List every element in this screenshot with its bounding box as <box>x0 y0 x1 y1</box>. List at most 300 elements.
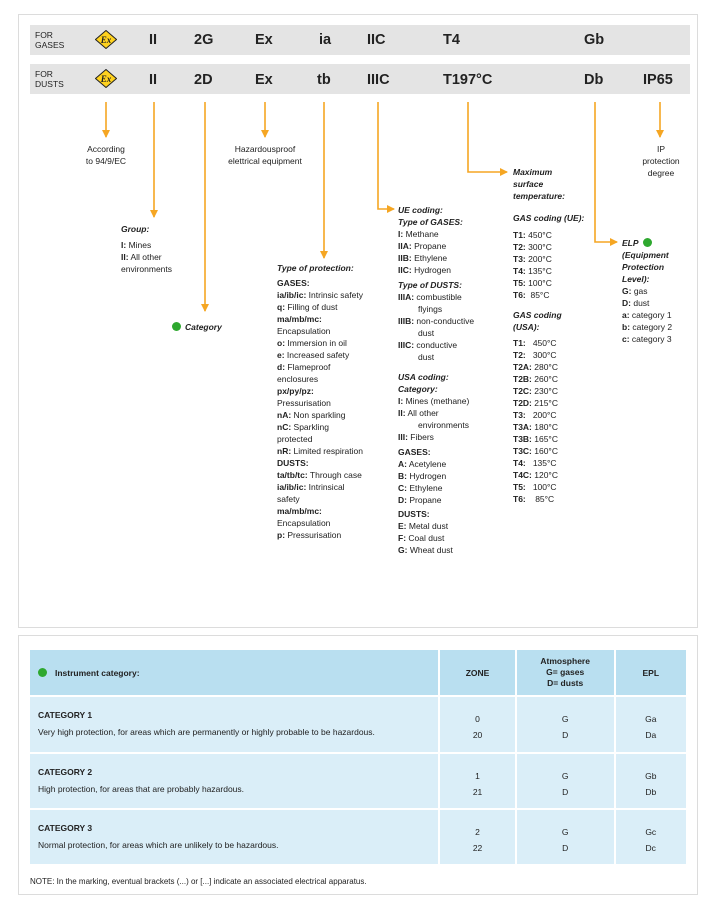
equipment-line1: Hazardousproof <box>234 144 296 154</box>
list-item <box>277 397 363 409</box>
zone-value: 0 <box>475 714 480 724</box>
list-item <box>398 315 474 327</box>
list-item <box>398 252 474 264</box>
list-item-value: Immersion in oil <box>285 338 347 348</box>
list-item-value: protected <box>277 434 313 444</box>
dusts-label-line2: DUSTS <box>35 79 64 89</box>
gases-epl-code: Gb <box>584 32 605 48</box>
group-annotation <box>121 223 172 275</box>
ip-line2: protection <box>642 156 680 166</box>
list-item-value: Propane <box>406 495 442 505</box>
list-item-value: 165°C <box>531 434 558 444</box>
list-item <box>513 445 584 457</box>
list-item <box>277 469 363 481</box>
list-item-value: Hydrogen <box>411 265 451 275</box>
list-item-key: G: <box>622 286 632 296</box>
epl-cell <box>615 809 687 865</box>
list-item-key: T1: <box>513 230 526 240</box>
list-item-key: d: <box>277 362 286 372</box>
atmosphere-cell <box>516 809 615 865</box>
list-item <box>277 385 363 397</box>
list-item <box>622 285 672 297</box>
list-item-value: 450°C <box>525 230 552 240</box>
gases-label-line1: FOR <box>35 30 53 40</box>
list-item <box>513 289 584 301</box>
list-item-key: b: <box>622 322 631 332</box>
list-item-value: Increased safety <box>284 350 350 360</box>
list-item <box>277 529 363 541</box>
list-item-key: T3: <box>513 254 526 264</box>
list-item-key: T4: <box>513 458 526 468</box>
header-atmosphere-line1: Atmosphere <box>540 656 590 666</box>
list-item-key: III: <box>398 432 408 442</box>
list-item-value: non-conductive <box>414 316 475 326</box>
gases-gas-group-code: IIC <box>367 32 386 48</box>
table-row <box>30 809 686 865</box>
list-item-value: Non sparkling <box>291 410 346 420</box>
list-item-key: T2B: <box>513 374 532 384</box>
list-item <box>277 301 363 313</box>
list-item-key: T6: <box>513 494 526 504</box>
list-item-key: II: <box>121 252 129 262</box>
list-item-value: flyings <box>418 304 443 314</box>
zone-value: 20 <box>472 730 483 740</box>
list-item-key: T5: <box>513 278 526 288</box>
list-item <box>398 264 474 276</box>
list-item-key: T2: <box>513 350 526 360</box>
ue-gases-list <box>398 228 474 276</box>
atmosphere-value: D <box>562 843 569 853</box>
list-item-key: D: <box>622 298 631 308</box>
gas-coding-ue-title: GAS coding (UE): <box>513 213 585 223</box>
list-item <box>622 297 672 309</box>
category-annotation <box>172 321 222 333</box>
list-item-value: Mines (methane) <box>403 396 470 406</box>
elp-title: ELP <box>622 238 639 248</box>
dusts-protection-code: tb <box>317 72 331 88</box>
gases-category-code: 2G <box>194 32 214 48</box>
arrow-right-icon <box>378 102 394 209</box>
list-item-value: Intrinsical <box>306 482 345 492</box>
usa-category-title: Category: <box>398 384 438 394</box>
epl-value: Dc <box>645 843 656 853</box>
list-item-value: Metal dust <box>406 521 449 531</box>
list-item-value: Intrinsic safety <box>306 290 363 300</box>
list-item-key: ma/mb/mc: <box>277 314 322 324</box>
list-item-key: nA: <box>277 410 292 420</box>
elp-subtitle-line3: Level): <box>622 274 650 284</box>
list-item-value: Ethylene <box>411 253 448 263</box>
list-item-value: combustible <box>414 292 462 302</box>
category-desc: Normal protection, for areas which are unlikely to be hazardous. <box>38 840 279 850</box>
category-title: CATEGORY 2 <box>38 767 93 777</box>
list-item-key: ia/ib/ic: <box>277 482 307 492</box>
list-item-value: 120°C <box>531 470 558 480</box>
list-item <box>513 481 584 493</box>
list-item-key: T2: <box>513 242 526 252</box>
list-item <box>398 431 474 443</box>
list-item <box>513 397 584 409</box>
green-dot-icon <box>38 668 47 677</box>
list-item-value: dust <box>630 298 650 308</box>
green-dot-icon <box>172 322 181 331</box>
list-item-key: e: <box>277 350 285 360</box>
category-cell <box>30 696 439 753</box>
max-temp-line3: temperature: <box>513 191 565 201</box>
zone-value: 2 <box>475 827 480 837</box>
list-item <box>398 494 474 506</box>
list-item-value: category 1 <box>629 310 672 320</box>
list-item-value: 450°C <box>525 338 557 348</box>
list-item-key: T2A: <box>513 362 532 372</box>
gas-coding-ue-list <box>513 229 584 301</box>
list-item-key: G: <box>398 545 408 555</box>
list-item-key: IIIC: <box>398 340 415 350</box>
list-item-value: Sparkling <box>291 422 329 432</box>
header-atmosphere-line2: G= gases <box>546 667 585 677</box>
atmosphere-value: G <box>561 827 569 837</box>
dusts-dust-group-code: IIIC <box>367 72 390 88</box>
list-item-value: 135°C <box>525 266 552 276</box>
gas-coding-annotation <box>513 212 584 505</box>
atmosphere-cell <box>516 696 615 753</box>
list-item <box>398 520 474 532</box>
gases-group-code: II <box>149 32 158 48</box>
list-item <box>513 421 584 433</box>
epl-value: Ga <box>645 714 657 724</box>
category-label: Category <box>185 322 222 332</box>
list-item-value: Mines <box>126 240 152 250</box>
zone-cell <box>439 696 516 753</box>
ex-symbol-text: Ex <box>100 35 112 45</box>
list-item-key: T3: <box>513 410 526 420</box>
list-item <box>277 337 363 349</box>
list-item-value: dust <box>418 352 435 362</box>
usa-gases-title: GASES: <box>398 447 431 457</box>
list-item <box>277 289 363 301</box>
list-item <box>513 265 584 277</box>
list-item <box>277 493 363 505</box>
list-item-key: B: <box>398 471 407 481</box>
directive-annotation <box>81 143 131 167</box>
list-item-key: IIA: <box>398 241 412 251</box>
list-item-key: ma/mb/mc: <box>277 506 322 516</box>
elp-annotation <box>622 237 672 345</box>
list-item-value: Through case <box>307 470 362 480</box>
list-item <box>513 349 584 361</box>
footnote: NOTE: In the marking, eventual brackets (...) or [...] indicate an associated electrical apparatus. <box>30 877 367 886</box>
epl-value: Gc <box>645 827 657 837</box>
list-item <box>398 532 474 544</box>
dusts-ex-code: Ex <box>255 72 273 88</box>
category-desc: High protection, for areas that are probably hazardous. <box>38 784 245 794</box>
dusts-group-code: II <box>149 72 158 88</box>
list-item-value: Encapsulation <box>277 326 331 336</box>
list-item <box>398 458 474 470</box>
list-item-key: p: <box>277 530 286 540</box>
usa-gases-list <box>398 458 474 506</box>
arrow-right-icon <box>468 102 507 172</box>
table-header-row <box>30 650 686 696</box>
epl-value: Db <box>645 787 657 797</box>
gases-protection-code: ia <box>319 32 332 48</box>
list-item <box>513 409 584 421</box>
list-item <box>398 351 474 363</box>
protection-dusts-list <box>277 469 363 541</box>
list-item <box>513 433 584 445</box>
list-item-value: environments <box>121 264 173 274</box>
list-item <box>277 445 363 457</box>
atmosphere-value: G <box>561 714 569 724</box>
list-item-value: category 2 <box>630 322 673 332</box>
list-item-value: 100°C <box>525 482 557 492</box>
usa-coding-title: USA coding: <box>398 372 449 382</box>
list-item-key: T4C: <box>513 470 532 480</box>
ip-annotation <box>636 143 686 179</box>
list-item-value: gas <box>631 286 648 296</box>
list-item <box>277 325 363 337</box>
list-item-value: safety <box>277 494 300 504</box>
list-item <box>622 321 672 333</box>
table-row <box>30 696 686 753</box>
header-atmosphere-line3: D= dusts <box>547 678 584 688</box>
list-item <box>513 253 584 265</box>
list-item <box>277 481 363 493</box>
list-item-value: enclosures <box>277 374 319 384</box>
usa-dusts-list <box>398 520 474 556</box>
header-zone: ZONE <box>439 650 516 696</box>
list-item-key: IIIB: <box>398 316 415 326</box>
protection-title: Type of protection: <box>277 263 354 273</box>
list-item <box>398 482 474 494</box>
list-item-key: I: <box>121 240 127 250</box>
list-item-key: I: <box>398 396 404 406</box>
list-item-key: T3B: <box>513 434 532 444</box>
list-item-value: Limited respiration <box>291 446 363 456</box>
usa-category-list <box>398 395 474 443</box>
list-item <box>277 313 363 325</box>
zone-cell <box>439 753 516 809</box>
ue-gases-title: Type of GASES: <box>398 217 463 227</box>
list-item-key: I: <box>398 229 404 239</box>
list-item <box>398 327 474 339</box>
list-item-key: T2C: <box>513 386 532 396</box>
list-item <box>277 409 363 421</box>
list-item <box>513 277 584 289</box>
directive-line1: According <box>87 144 125 154</box>
equipment-line2: elettrical equipment <box>228 156 302 166</box>
list-item <box>513 373 584 385</box>
list-item-value: 215°C <box>531 398 558 408</box>
atmosphere-value: D <box>562 730 569 740</box>
list-item-key: T3A: <box>513 422 532 432</box>
atmosphere-value: G <box>561 771 569 781</box>
list-item-value: Filling of dust <box>285 302 338 312</box>
elp-list <box>622 285 672 345</box>
list-item <box>398 407 474 419</box>
dusts-label-line1: FOR <box>35 69 53 79</box>
list-item-value: Methane <box>403 229 439 239</box>
category-table <box>30 650 686 866</box>
elp-subtitle-line2: Protection <box>622 262 665 272</box>
list-item-value: Flameproof <box>285 362 331 372</box>
list-item-key: IIC: <box>398 265 412 275</box>
list-item <box>277 433 363 445</box>
list-item <box>513 457 584 469</box>
max-temp-line1: Maximum <box>513 167 553 177</box>
epl-value: Gb <box>645 771 657 781</box>
category-cell <box>30 809 439 865</box>
list-item-value: Coal dust <box>406 533 445 543</box>
list-item <box>277 373 363 385</box>
max-temp-line2: surface <box>513 179 544 189</box>
list-item-key: T1: <box>513 338 526 348</box>
ip-line3: degree <box>647 168 675 178</box>
gases-label-line2: GASES <box>35 40 65 50</box>
list-item-value: 135°C <box>525 458 557 468</box>
list-item-key: E: <box>398 521 407 531</box>
list-item <box>622 333 672 345</box>
list-item <box>398 291 474 303</box>
list-item <box>513 385 584 397</box>
ex-symbol-text: Ex <box>100 74 112 84</box>
list-item <box>277 505 363 517</box>
list-item-value: 180°C <box>531 422 558 432</box>
list-item-value: 260°C <box>531 374 558 384</box>
gas-coding-usa-title-line1: GAS coding <box>513 310 562 320</box>
dusts-epl-code: Db <box>584 72 604 88</box>
header-epl: EPL <box>615 650 687 696</box>
zone-cell <box>439 809 516 865</box>
list-item-key: T5: <box>513 482 526 492</box>
list-item <box>398 240 474 252</box>
atmosphere-value: D <box>562 787 569 797</box>
list-item <box>277 349 363 361</box>
list-item-value: Pressurisation <box>285 530 342 540</box>
category-cell <box>30 753 439 809</box>
protection-dusts-title: DUSTS: <box>277 458 309 468</box>
list-item-value: Ethylene <box>406 483 443 493</box>
ip-line1: IP <box>656 144 666 154</box>
ue-dusts-title: Type of DUSTS: <box>398 280 462 290</box>
list-item-value: 200°C <box>525 254 552 264</box>
list-item <box>398 303 474 315</box>
list-item-value: dust <box>418 328 435 338</box>
list-item-key: A: <box>398 459 407 469</box>
category-desc: Very high protection, for areas which are permanently or highly probable to be hazardous. <box>38 727 375 737</box>
list-item-key: T6: <box>513 290 526 300</box>
epl-cell <box>615 753 687 809</box>
list-item-value: 280°C <box>531 362 558 372</box>
list-item-value: All other <box>128 252 162 262</box>
green-dot-icon <box>643 238 652 247</box>
epl-value: Da <box>645 730 657 740</box>
list-item-value: 160°C <box>531 446 558 456</box>
header-category-label: Instrument category: <box>55 667 140 678</box>
list-item-value: 100°C <box>525 278 552 288</box>
directive-line2: to 94/9/EC <box>85 156 127 166</box>
list-item-value: 85°C <box>525 290 550 300</box>
list-item-key: nR: <box>277 446 292 456</box>
list-item <box>121 251 172 263</box>
list-item-key: c: <box>622 334 630 344</box>
list-item-key: T4: <box>513 266 526 276</box>
dusts-temperature-code: T197°C <box>443 72 493 88</box>
list-item-key: T3C: <box>513 446 532 456</box>
zone-value: 22 <box>472 843 483 853</box>
list-item-value: Wheat dust <box>407 545 453 555</box>
list-item <box>622 309 672 321</box>
ue-coding-annotation <box>398 204 474 556</box>
gases-temperature-code: T4 <box>443 32 460 48</box>
category-title: CATEGORY 3 <box>38 823 93 833</box>
list-item <box>398 544 474 556</box>
list-item-value: Hydrogen <box>406 471 447 481</box>
table-row <box>30 753 686 809</box>
list-item-value: Encapsulation <box>277 518 331 528</box>
list-item <box>398 470 474 482</box>
list-item-value: 230°C <box>531 386 558 396</box>
gas-coding-usa-title-line2: (USA): <box>513 322 540 332</box>
zone-value: 1 <box>475 771 480 781</box>
max-temp-annotation <box>513 166 565 202</box>
list-item-key: ia/ib/ic: <box>277 290 307 300</box>
list-item <box>513 337 584 349</box>
dusts-ip-code: IP65 <box>643 72 673 88</box>
header-atmosphere <box>516 650 615 696</box>
list-item-key: q: <box>277 302 286 312</box>
list-item-value: environments <box>418 420 470 430</box>
list-item-key: px/py/pz: <box>277 386 314 396</box>
list-item-key: IIIA: <box>398 292 415 302</box>
list-item-key: IIB: <box>398 253 412 263</box>
arrow-right-icon <box>595 102 617 242</box>
list-item <box>513 361 584 373</box>
list-item <box>513 229 584 241</box>
list-item <box>398 228 474 240</box>
list-item-key: T2D: <box>513 398 532 408</box>
list-item-value: Fibers <box>407 432 434 442</box>
list-item-key: ta/tb/tc: <box>277 470 308 480</box>
list-item-value: 300°C <box>525 242 552 252</box>
list-item-key: D: <box>398 495 407 505</box>
protection-gases-list <box>277 289 363 457</box>
list-item-key: C: <box>398 483 407 493</box>
list-item <box>513 493 584 505</box>
gas-coding-usa-list <box>513 337 584 505</box>
equipment-annotation <box>219 143 311 167</box>
list-item-value: Acetylene <box>406 459 447 469</box>
list-item-value: 300°C <box>525 350 557 360</box>
list-item <box>398 395 474 407</box>
list-item <box>121 263 172 275</box>
list-item <box>398 419 474 431</box>
list-item-value: conductive <box>414 340 458 350</box>
atmosphere-cell <box>516 753 615 809</box>
list-item-key: o: <box>277 338 286 348</box>
list-item <box>277 361 363 373</box>
list-item-key: II: <box>398 408 406 418</box>
list-item <box>398 339 474 351</box>
list-item-key: nC: <box>277 422 292 432</box>
list-item <box>277 421 363 433</box>
list-item <box>513 469 584 481</box>
zone-value: 21 <box>472 787 483 797</box>
protection-annotation <box>277 262 363 541</box>
list-item-value: 85°C <box>525 494 555 504</box>
list-item-key: a: <box>622 310 630 320</box>
list-item <box>121 239 172 251</box>
